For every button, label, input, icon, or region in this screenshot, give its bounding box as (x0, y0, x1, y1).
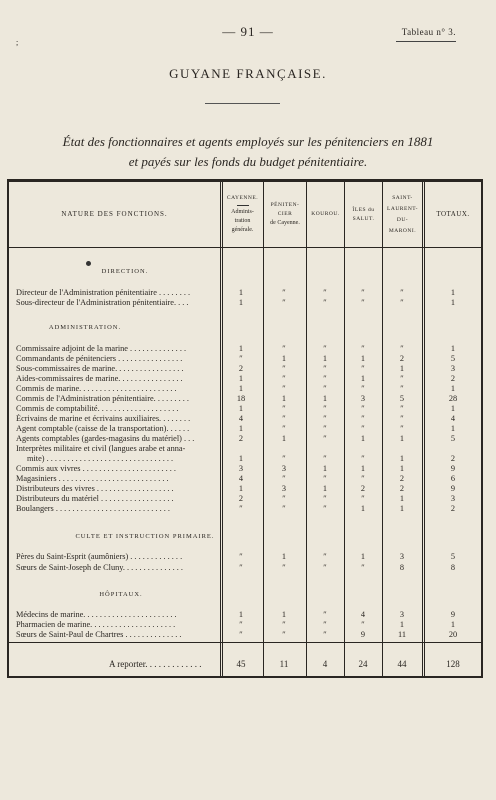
cell-iles: 1 (360, 464, 366, 473)
cell-cayenne: 1 (238, 610, 244, 619)
cell-penitencier: ″ (282, 404, 286, 413)
table-row (9, 464, 481, 474)
cell-total: 1 (450, 288, 456, 297)
cell-penitencier: 1 (281, 610, 287, 619)
cell-penitencier: ″ (282, 384, 286, 393)
cell-kourou: ″ (323, 288, 327, 297)
table-row (9, 374, 481, 384)
table-ref-rule (396, 41, 456, 42)
cell-st-laurent: 2 (399, 474, 405, 483)
table-row (9, 563, 481, 573)
cell-cayenne: 1 (238, 484, 244, 493)
table-row (9, 552, 481, 562)
cell-total: 1 (450, 404, 456, 413)
cell-st-laurent: 2 (399, 484, 405, 493)
cell-iles: ″ (361, 344, 365, 353)
header-natures: NATURE DES FONCTIONS. (61, 210, 168, 218)
cell-iles: 1 (360, 374, 366, 383)
cell-penitencier: ″ (282, 474, 286, 483)
cell-iles: ″ (361, 404, 365, 413)
cell-st-laurent: ″ (400, 404, 404, 413)
cell-penitencier: ″ (282, 344, 286, 353)
cell-iles: 9 (360, 630, 366, 639)
cell-total: 9 (450, 610, 456, 619)
row-label: Magasiniers . . . . . . . . . . . . . . . . . . . . . . . . . . . (16, 474, 169, 483)
report-cayenne: 45 (236, 659, 246, 669)
row-label: Commissaire adjoint de la marine . . . . . . . . . . . . . . (16, 344, 187, 353)
cell-kourou: ″ (323, 494, 327, 503)
header-st-laurent-label: SAINT-LAURENT-DU-MARONI. (387, 194, 418, 234)
cell-cayenne: 1 (238, 384, 244, 393)
cell-total: 1 (450, 298, 456, 307)
header-rule (9, 247, 481, 248)
section-culte: CULTE ET INSTRUCTION PRIMAIRE. (75, 533, 215, 540)
cell-cayenne: 1 (238, 424, 244, 433)
cell-penitencier: 3 (281, 484, 287, 493)
cell-iles: ″ (361, 288, 365, 297)
cell-st-laurent: ″ (400, 344, 404, 353)
cell-penitencier: 1 (281, 552, 287, 561)
section-direction: DIRECTION. (101, 268, 149, 275)
cell-cayenne: ″ (239, 552, 243, 561)
cell-st-laurent: 8 (399, 562, 405, 572)
header-penitencier (264, 182, 306, 247)
cell-cayenne: 2 (238, 434, 244, 443)
cell-total: 5 (450, 434, 456, 443)
cell-cayenne: 4 (238, 414, 244, 423)
cell-cayenne: ″ (239, 504, 243, 513)
cell-st-laurent: ″ (400, 384, 404, 393)
row-label: Sœurs de Saint-Paul de Chartres . . . . . . . . . . . . . . (16, 630, 182, 639)
cell-cayenne: 2 (238, 494, 244, 503)
cell-penitencier: ″ (282, 374, 286, 383)
cell-iles: ″ (361, 562, 365, 572)
cell-kourou: ″ (323, 562, 327, 572)
cell-kourou: ″ (323, 620, 327, 629)
cell-cayenne: 1 (238, 344, 244, 353)
cell-st-laurent: 11 (398, 630, 406, 639)
cell-iles: ″ (361, 364, 365, 373)
row-label: Commis de l'Administration pénitentiaire. . . . . . . . . (16, 394, 189, 403)
cell-total: 1 (450, 620, 456, 629)
header-cayenne (222, 182, 263, 247)
cell-total: 9 (450, 464, 456, 473)
cell-st-laurent: 1 (399, 494, 405, 503)
cell-cayenne: 1 (238, 298, 244, 307)
row-label: Boulangers . . . . . . . . . . . . . . . . . . . . . . . . . . . . (16, 504, 170, 513)
bullet-icon (86, 261, 91, 266)
row-label: Commandants de pénitenciers . . . . . . . . . . . . . . . . (16, 354, 183, 363)
cell-kourou: ″ (323, 364, 327, 373)
table-row (9, 288, 481, 298)
cell-kourou: 1 (322, 354, 328, 363)
table-row (9, 504, 481, 514)
row-label: Interprètes militaire et civil (langues arabe et anna- (16, 444, 186, 453)
cell-penitencier: 1 (281, 354, 287, 363)
cell-st-laurent: ″ (400, 424, 404, 433)
cell-total: 3 (450, 364, 456, 373)
cell-penitencier: ″ (282, 414, 286, 423)
cell-iles: 1 (360, 434, 366, 443)
cell-cayenne: ″ (239, 562, 243, 572)
cell-penitencier: ″ (282, 630, 286, 639)
report-st-laurent: 44 (397, 659, 407, 669)
row-label: Sous-commissaires de marine. . . . . . . . . . . . . . . . . (16, 364, 184, 373)
cell-total: 6 (450, 474, 456, 483)
header-iles-label: ÎLES du SALUT. (352, 206, 375, 222)
table-row (9, 384, 481, 394)
table-row (9, 454, 481, 464)
table-row (9, 630, 481, 640)
row-label: Pères du Saint-Esprit (aumôniers) . . . . . . . . . . . . . (16, 552, 183, 561)
cell-iles: 3 (360, 394, 366, 403)
table-row (9, 394, 481, 404)
row-label: Distributeurs du matériel . . . . . . . . . . . . . . . . . . (16, 494, 174, 503)
cell-st-laurent: 1 (399, 364, 405, 373)
title-rule (205, 103, 280, 104)
cell-st-laurent: 2 (399, 354, 405, 363)
cell-penitencier: ″ (282, 454, 286, 463)
cell-st-laurent: ″ (400, 374, 404, 383)
table-row (9, 354, 481, 364)
row-label: Commis de marine. . . . . . . . . . . . . . . . . . . . . . . . (16, 384, 177, 393)
cell-st-laurent: ″ (400, 288, 404, 297)
cell-cayenne: 1 (238, 288, 244, 297)
table-row (9, 434, 481, 444)
cell-penitencier: ″ (282, 562, 286, 572)
cell-iles: 1 (360, 354, 366, 363)
cell-penitencier: ″ (282, 424, 286, 433)
cell-penitencier: 3 (281, 464, 287, 473)
cell-kourou: 1 (322, 484, 328, 493)
cell-total: 1 (450, 384, 456, 393)
data-table (7, 179, 483, 678)
cell-kourou: ″ (323, 434, 327, 443)
cell-penitencier: ″ (282, 494, 286, 503)
section-administration: ADMINISTRATION. (48, 324, 122, 331)
cell-kourou: ″ (323, 404, 327, 413)
cell-kourou: ″ (323, 298, 327, 307)
cell-st-laurent: ″ (400, 298, 404, 307)
cell-kourou: ″ (323, 374, 327, 383)
row-label: Médecins de marine. . . . . . . . . . . . . . . . . . . . . . . (16, 610, 177, 619)
page-title: GUYANE FRANÇAISE. (169, 66, 327, 81)
cell-kourou: ″ (323, 630, 327, 639)
cell-iles: ″ (361, 474, 365, 483)
cell-total: 8 (450, 562, 456, 572)
table-row (9, 484, 481, 494)
cell-iles: ″ (361, 414, 365, 423)
cell-total: 5 (450, 552, 456, 561)
cell-st-laurent: 1 (399, 464, 405, 473)
cell-st-laurent: 3 (399, 552, 405, 561)
header-penit-top: PÉNITEN-CIER (270, 202, 300, 217)
header-cayenne-bottom: Adminis-tration générale. (231, 209, 254, 233)
cell-iles: 1 (360, 504, 366, 513)
table-row (9, 620, 481, 630)
cell-cayenne: ″ (239, 620, 243, 629)
cell-total: 9 (450, 484, 456, 493)
cell-penitencier: 1 (281, 394, 287, 403)
table-reference: Tableau n° 3. (401, 27, 456, 37)
cell-iles: 4 (360, 610, 366, 619)
cell-st-laurent: 3 (399, 610, 405, 619)
header-penit-bottom: de Cayenne. (270, 220, 300, 226)
cell-st-laurent: 1 (399, 454, 405, 463)
cell-total: 2 (450, 504, 456, 513)
row-label: mite) . . . . . . . . . . . . . . . . . . . . . . . . . . . . . . . (27, 454, 174, 463)
cell-total: 3 (450, 494, 456, 503)
cell-total: 1 (450, 344, 456, 353)
cell-st-laurent: 1 (399, 504, 405, 513)
section-hopitaux: HÔPITAUX. (99, 591, 143, 598)
table-row (9, 404, 481, 414)
cell-st-laurent: 1 (399, 434, 405, 443)
cell-cayenne: 1 (238, 374, 244, 383)
report-total: 128 (446, 659, 460, 669)
cell-st-laurent: ″ (400, 414, 404, 423)
cell-kourou: ″ (323, 474, 327, 483)
report-rule (9, 642, 481, 643)
header-st-laurent (383, 182, 422, 247)
cell-st-laurent: 5 (399, 394, 405, 403)
table-row (9, 298, 481, 308)
row-label: Agent comptable (caisse de la transportation). . . . . . (16, 424, 190, 433)
row-label: Agents comptables (gardes-magasins du matériel) . . . (16, 434, 195, 443)
header-totaux: TOTAUX. (436, 210, 470, 218)
cell-cayenne: 4 (238, 474, 244, 483)
cell-iles: 1 (360, 552, 366, 561)
table-row (9, 494, 481, 504)
cell-iles: ″ (361, 298, 365, 307)
cell-kourou: ″ (323, 610, 327, 619)
row-label: Sous-directeur de l'Administration pénitentiaire. . . . (16, 298, 189, 307)
cell-penitencier: ″ (282, 298, 286, 307)
table-row (9, 444, 481, 454)
cell-total: 1 (450, 424, 456, 433)
cell-iles: ″ (361, 384, 365, 393)
cell-kourou: ″ (323, 424, 327, 433)
cell-cayenne: ″ (239, 630, 243, 639)
cell-total: 2 (450, 374, 456, 383)
row-label: Commis de comptabilité. . . . . . . . . . . . . . . . . . . . (16, 404, 179, 413)
table-row (9, 414, 481, 424)
row-label: Sœurs de Saint-Joseph de Cluny. . . . . . . . . . . . . . . (16, 562, 184, 572)
row-label: Pharmacien de marine. . . . . . . . . . . . . . . . . . . . . (16, 620, 176, 629)
cell-kourou: ″ (323, 384, 327, 393)
cell-kourou: ″ (323, 504, 327, 513)
cell-kourou: ″ (323, 552, 327, 561)
cell-kourou: 1 (322, 464, 328, 473)
table-row (9, 364, 481, 374)
table-row (9, 424, 481, 434)
cell-kourou: ″ (323, 414, 327, 423)
row-label: Directeur de l'Administration pénitentiaire . . . . . . . . (16, 288, 191, 297)
row-label: Commis aux vivres . . . . . . . . . . . . . . . . . . . . . . . (16, 464, 176, 473)
row-label: Écrivains de marine et écrivains auxiliaires. . . . . . . . (16, 414, 191, 423)
table-caption (30, 132, 466, 172)
cell-total: 2 (450, 454, 456, 463)
cell-kourou: ″ (323, 454, 327, 463)
table-row (9, 474, 481, 484)
row-label: Distributeurs des vivres . . . . . . . . . . . . . . . . . . . (16, 484, 174, 493)
cell-total: 5 (450, 354, 456, 363)
caption-line-1: État des fonctionnaires et agents employés sur les pénitenciers en 1881 (62, 134, 434, 149)
header-kourou (307, 182, 344, 247)
page-number: — 91 — (222, 24, 274, 39)
cell-iles: ″ (361, 424, 365, 433)
header-rule-small (237, 205, 249, 206)
cell-total: 20 (448, 630, 458, 639)
cell-iles: ″ (361, 494, 365, 503)
report-kourou: 4 (322, 659, 328, 669)
row-label: Aides-commissaires de marine. . . . . . . . . . . . . . . . (16, 374, 183, 383)
margin-mark: ; (16, 38, 19, 47)
report-penitencier: 11 (279, 659, 289, 669)
cell-total: 28 (448, 394, 458, 403)
cell-penitencier: ″ (282, 620, 286, 629)
cell-st-laurent: 1 (399, 620, 405, 629)
caption-line-2: et payés sur les fonds du budget pénitentiaire. (128, 154, 368, 169)
cell-iles: 2 (360, 484, 366, 493)
cell-cayenne: 18 (236, 394, 246, 403)
cell-cayenne: 1 (238, 454, 244, 463)
cell-kourou: ″ (323, 344, 327, 353)
cell-cayenne: ″ (239, 354, 243, 363)
table-row (9, 344, 481, 354)
report-row (9, 658, 481, 670)
report-iles: 24 (358, 659, 368, 669)
cell-penitencier: 1 (281, 434, 287, 443)
header-iles (345, 182, 382, 247)
table-row (9, 610, 481, 620)
report-label: A reporter. . . . . . . . . . . . . (109, 659, 202, 669)
cell-kourou: 1 (322, 394, 328, 403)
cell-penitencier: ″ (282, 288, 286, 297)
cell-iles: ″ (361, 620, 365, 629)
cell-iles: ″ (361, 454, 365, 463)
header-kourou-label: KOUROU. (311, 211, 340, 217)
cell-penitencier: ″ (282, 364, 286, 373)
cell-penitencier: ″ (282, 504, 286, 513)
header-cayenne-top: CAYENNE. (226, 195, 259, 201)
cell-cayenne: 3 (238, 464, 244, 473)
cell-cayenne: 1 (238, 404, 244, 413)
cell-total: 4 (450, 414, 456, 423)
cell-cayenne: 2 (238, 364, 244, 373)
